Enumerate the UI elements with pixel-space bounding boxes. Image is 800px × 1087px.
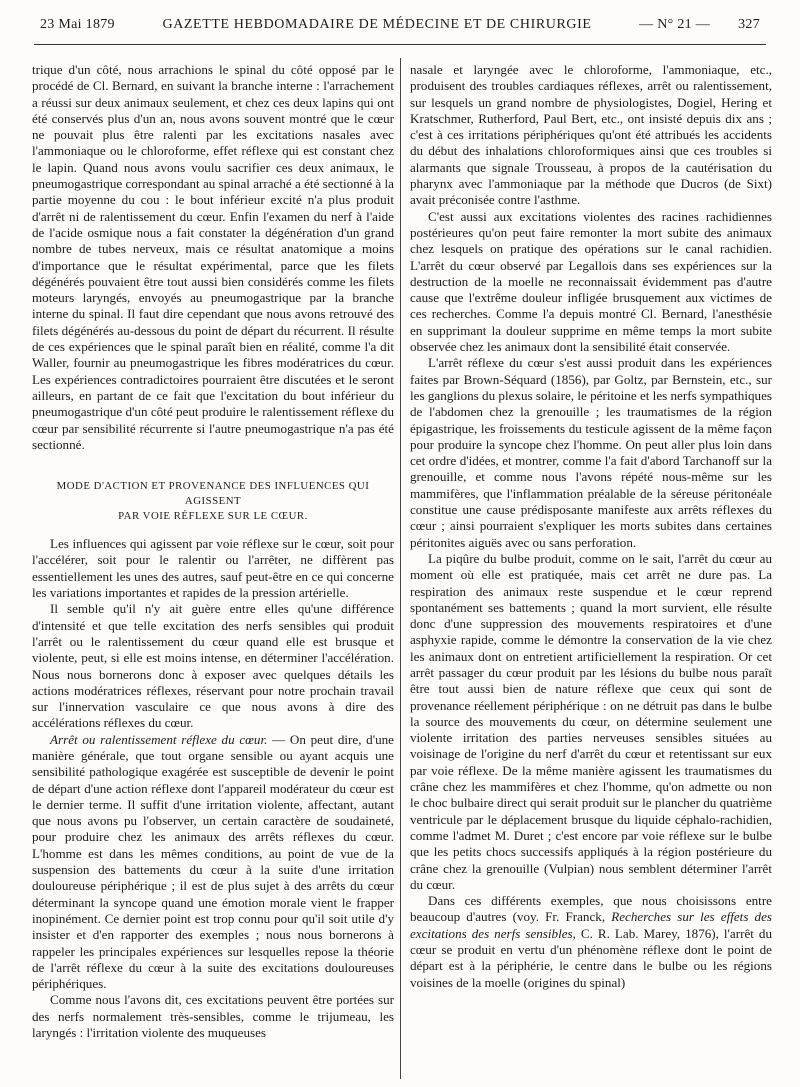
section-title-line: PAR VOIE RÉFLEXE SUR LE CŒUR.: [118, 510, 308, 523]
paragraph: La piqûre du bulbe produit, comme on le sait, l'arrêt du cœur au moment où elle est pratiquée, mais cet arrêt ne dure pas. La respiration des animaux reste suspendue et le cœur reprend spontanément ses battements ; quand la mort survient, elle résulte donc d'une suppression des mouvements respiratoires et d'une asphyxie rapide, comme le démontre la conservation de la vie chez les animaux dont on entretient artificiellement la respiration. Or cet arrêt passager du cœur produit par les lésions du bulbe nous paraît être tout aussi bien de nature réflexe que ceux qui sont de provenance réellement périphérique : on ne détruit pas dans le bulbe la source des mouvements du cœur, on détermine seulement une violente irritation des parties nerveuses sensibles situées au voisinage de l'origine du nerf d'arrêt du cœur et retentissant sur eux par voie réflexe. De la même manière agissent les traumatismes du crâne chez les mammifères et chez l'homme, qu'on admette ou non le choc bulbaire direct qui serait produit sur le plancher du quatrième ventricule par le déplacement brusque du liquide céphalo-rachidien, comme l'admet M. Duret ; c'est encore par voie réflexe sur le bulbe que les petits chocs successifs appliqués à la région postérieure du crâne chez la grenouille (Vulpian) nous semblent déterminer l'arrêt du cœur.: [410, 550, 772, 892]
section-title: [32, 479, 394, 524]
page-number: 327: [738, 17, 760, 32]
paragraph: C'est aussi aux excitations violentes des racines rachidiennes postérieures qu'on peut faire remonter la mort subite des animaux chez lesquels on pratique des opérations sur le canal rachidien. L'arrêt du cœur observé par Legallois dans ses expériences sur la destruction de la moelle ne reconnaissait évidemment pas d'autre cause que l'extrême douleur infligée brusquement aux victimes de ces recherches. Comme l'a depuis montré Cl. Bernard, l'anesthésie en supprimant la douleur supprime en même temps la mort subite observée chez les animaux dont la sensibilité était conservée.: [410, 208, 772, 355]
issue-number: — N° 21 —: [639, 17, 711, 32]
header-rule: [34, 44, 766, 45]
paragraph-text: — On peut dire, d'une manière générale, que tout organe sensible ou ayant acquis une sensibilité pathologique exagérée est susceptible de devenir le point de départ d'une action réflexe dont l'appareil modérateur du cœur est le dernier terme. Il suffit d'une irritation violente, affectant, autant que nous avons pu l'observer, un certain caractère de soudaineté, pour produire chez les animaux des arrêts réflexes du cœur. L'homme est dans les mêmes conditions, au point de vue de la suspension des battements du cœur à la suite d'une irritation douloureuse périphérique ; il est de plus sujet à des arrêts du cœur déterminant la syncope quand une émotion morale vient le frapper inopinément. Ce dernier point est trop connu pour qu'il soit utile d'y insister et d'en rapporter des exemples ; nous nous bornerons à rappeler les principales expériences sur lesquelles repose la théorie de l'arrêt réflexe du cœur à la suite des excitations douloureuses périphériques.: [32, 731, 394, 992]
left-column: [32, 62, 394, 1080]
paragraph: Il semble qu'il n'y ait guère entre elles qu'une différence d'intensité et que telle excitation des nerfs sensibles qui produit l'arrêt ou le ralentissement du cœur quand elle est brusque et violente, peut, si elle est moins intense, en déterminer l'accélération. Nous nous bornerons donc à exposer avec quelques détails les actions modératrices réflexes, réservant pour notre prochain travail sur l'innervation vasculaire ce que nous avons à dire des accélérations réflexes du cœur.: [32, 601, 394, 731]
paragraph: [410, 893, 772, 991]
header-right: [639, 17, 760, 33]
paragraph: Comme nous l'avons dit, ces excitations peuvent être portées sur des nerfs normalement très-sensibles, comme le trijumeau, les laryngés : l'irritation violente des muqueuses: [32, 992, 394, 1041]
citation-title: Recherches sur les effets des excitations des nerfs sensibles: [410, 909, 772, 941]
section-title-line: MODE D'ACTION ET PROVENANCE DES INFLUENCES QUI AGISSENT: [56, 480, 370, 508]
paragraph: [32, 732, 394, 993]
paragraph: Les influences qui agissent par voie réflexe sur le cœur, soit pour l'accélérer, soit pour le ralentir ou l'arrêter, ne diffèrent pas essentiellement les unes des autres, sauf peut-être en ce qui concerne les variations importantes et rapides de la pression artérielle.: [32, 536, 394, 601]
paragraph-text: , C. R. Lab. Marey, 1876), l'arrêt du cœur se produit en vertu d'un phénomène réflexe dont le point de départ est à la périphérie, le centre dans le bulbe ou les régions voisines de la moelle (origines du spinal): [410, 925, 772, 990]
right-column: [410, 62, 772, 1080]
paragraph: nasale et laryngée avec le chloroforme, l'ammoniaque, etc., produisent des troubles cardiaques réflexes, arrêt ou ralentissement, sur lesquels un grand nombre de physiologistes, Dogiel, Hering et Kratschmer, Rutherford, Paul Bert, etc., ont insisté depuis dix ans ; c'est à ces irritations périphériques qu'ont été attribués les accidents du début des inhalations chloroformiques ainsi que ces troubles si alarmants que signale Trousseau, à propos de la cautérisation du pharynx avec l'ammoniaque par la méthode que Ducros (de Sixt) avait préconisée contre l'asthme.: [410, 62, 772, 208]
column-divider: [400, 58, 401, 1079]
subheading-italic: Arrêt ou ralentissement réflexe du cœur.: [50, 731, 268, 747]
running-header: [40, 12, 760, 38]
paragraph: trique d'un côté, nous arrachions le spinal du côté opposé par le procédé de Cl. Bernard, en suivant la branche interne : l'arrachement a réussi sur deux animaux seulement, et chez ces deux lapins qui ont été conservés plus d'un an, nous avons souvent montré que le cœur ne pouvait plus être ralenti par les excitations nasales avec l'ammoniaque ou le chloroforme, effet réflexe qui est constant chez le lapin. Quand nous avons voulu sacrifier ces deux animaux, le pneumogastrique correspondant au spinal arraché a été sectionné à la partie moyenne du cou : le bout inférieur excité n'a plus produit d'arrêt ni de ralentissement du cœur. Enfin l'examen du nerf à l'aide de l'acide osmique nous a fait constater la dégénération d'un grand nombre de tubes nerveux, mais ce résultat anatomique a moins d'importance que le résultat expérimental, parce que les filets dégénérés pouvaient être tout aussi bien considérés comme les filets moteurs laryngés, envoyés au pneumogastrique par la branche interne du spinal. Il faut dire cependant que nous avons retrouvé des filets dégénérés au-dessous du point de départ du récurrent. Il résulte de ces expériences que le spinal paraît bien en réalité, comme l'a dit Waller, fournir au pneumogastrique les fibres modératrices du cœur. Les expériences contradictoires pourraient être discutées et le seront ailleurs, en partant de ce fait que l'excitation du bout inférieur du pneumogastrique d'un côté peut produire le ralentissement réflexe du cœur par sensibilité récurrente si l'autre pneumogastrique n'a pas été sectionné.: [32, 62, 394, 452]
paragraph: L'arrêt réflexe du cœur s'est aussi produit dans les expériences faites par Brown-Séquard (1856), par Goltz, par Bernstein, etc., sur les ganglions du plexus solaire, le péritoine et les nerfs sympathiques de l'abdomen chez la grenouille ; les traumatismes de la région épigastrique, les froissements du testicule agissent de la même façon pour produire la syncope chez l'homme. On peut aller plus loin dans cet ordre d'idées, et montrer, comme l'a fait d'abord Tarchanoff sur la grenouille, et comme nous l'avons répété nous-même sur les mammifères, que l'inflammation préalable de la séreuse péritonéale constitue une cause prédisposante manifeste aux arrêts réflexes du cœur ; ainsi pourraient s'expliquer les morts subites dans certaines péritonites aiguës avec ou sans perforation.: [410, 355, 772, 550]
paragraph-text: Dans ces différents exemples, que nous choisissons entre beaucoup d'autres (voy. Fr. Franck,: [410, 893, 772, 925]
header-date: 23 Mai 1879: [40, 17, 115, 32]
journal-title: GAZETTE HEBDOMADAIRE DE MÉDECINE ET DE CHIRURGIE: [162, 17, 592, 32]
